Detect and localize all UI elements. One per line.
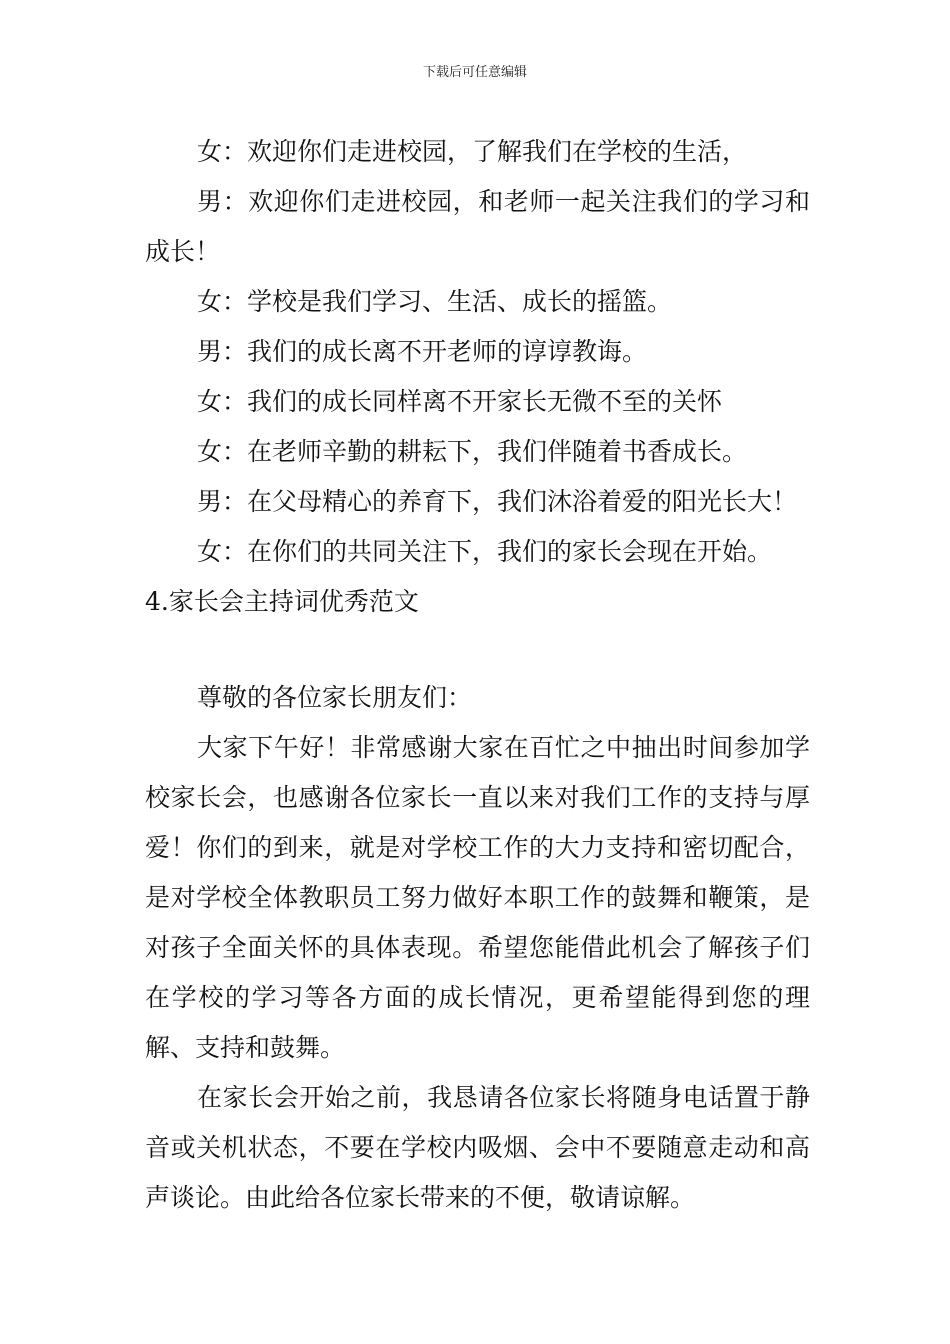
section-heading: 4.家长会主持词优秀范文 xyxy=(145,587,419,616)
dialogue-line: 女：欢迎你们走进校园，了解我们在学校的生活， xyxy=(197,137,748,166)
speech-paragraph: 在家长会开始之前，我恳请各位家长将随身电话置于静音或关机状态，不要在学校内吸烟、会中不要随意走动和高声谈论。由此给各位家长带来的不便，敬请谅解。 xyxy=(145,1083,810,1212)
speech-paragraph: 大家下午好！非常感谢大家在百忙之中抽出时间参加学校家长会，也感谢各位家长一直以来对我们工作的支持与厚爱！你们的到来，就是对学校工作的大力支持和密切配合，是对学校全体教职员工努力做好本职工作的鼓舞和鞭策，是对孩子全面关怀的具体表现。希望您能借此机会了解孩子们在学校的学习等各方面的成长情况，更希望能得到您的理解、支持和鼓舞。 xyxy=(145,733,810,1062)
dialogue-line: 女：我们的成长同样离不开家长无微不至的关怀 xyxy=(197,387,723,416)
dialogue-line: 男：欢迎你们走进校园，和老师一起关注我们的学习和成长！ xyxy=(145,187,810,266)
section-spacer xyxy=(145,627,810,673)
dialogue-line: 女：学校是我们学习、生活、成长的摇篮。 xyxy=(197,287,673,316)
dialogue-line: 女：在你们的共同关注下，我们的家长会现在开始。 xyxy=(197,537,773,566)
page-header: 下载后可任意编辑 xyxy=(422,65,527,80)
speech-salutation: 尊敬的各位家长朋友们： xyxy=(197,683,473,712)
document-body xyxy=(145,127,810,1223)
dialogue-line: 男：在父母精心的养育下，我们沐浴着爱的阳光长大！ xyxy=(197,487,798,516)
dialogue-line: 男：我们的成长离不开老师的谆谆教诲。 xyxy=(197,337,648,366)
dialogue-line: 女：在老师辛勤的耕耘下，我们伴随着书香成长。 xyxy=(197,437,748,466)
